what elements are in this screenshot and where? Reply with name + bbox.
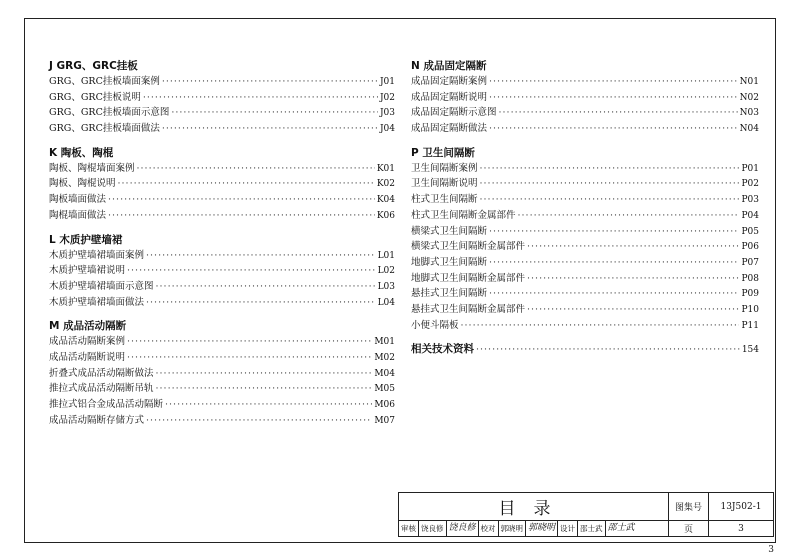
leader-dots	[461, 318, 740, 334]
toc-entry-label: 成品固定隔断案例	[411, 76, 488, 87]
toc-row[interactable]	[49, 350, 395, 366]
toc-row[interactable]	[49, 366, 395, 382]
review-label: 审核	[399, 521, 419, 536]
leader-dots	[480, 176, 740, 192]
toc-entry-label: GRG、GRC挂板说明	[49, 91, 141, 103]
section-title: M 成品活动隔断	[49, 320, 127, 333]
leader-dots	[137, 161, 375, 177]
toc-page-code: J01	[379, 77, 395, 87]
toc-row[interactable]	[411, 224, 759, 240]
toc-page-code: P05	[741, 226, 759, 237]
section-title: J GRG、GRC挂板	[49, 60, 138, 72]
toc-row[interactable]	[411, 74, 759, 90]
toc-row[interactable]	[411, 90, 759, 106]
toc-entry-label: 折叠式成品活动隔断做法	[49, 367, 154, 379]
leader-dots	[118, 176, 375, 192]
leader-dots	[162, 74, 378, 90]
leader-dots	[143, 90, 378, 106]
toc-page-code: L02	[377, 266, 395, 277]
toc-entry-label: 推拉式铝合金成品活动隔断	[49, 399, 164, 410]
toc-page-code: L03	[377, 281, 395, 292]
toc-page-code: N01	[739, 77, 759, 87]
toc-entry-label: 地脚式卫生间隔断	[411, 256, 488, 268]
toc-entry-label: 成品活动隔断案例	[49, 336, 126, 348]
toc-row[interactable]	[49, 397, 395, 413]
leader-dots	[489, 286, 739, 302]
toc-entry-label: 木质护壁墙裙墙面做法	[49, 296, 145, 308]
leader-dots	[108, 192, 375, 208]
toc-page-code: M01	[374, 337, 395, 348]
toc-row[interactable]	[411, 176, 759, 192]
leader-dots	[171, 105, 378, 121]
toc-row-related[interactable]	[411, 342, 759, 358]
related-section	[411, 342, 759, 358]
toc-row[interactable]	[49, 105, 395, 121]
leader-dots	[165, 397, 372, 413]
drawing-frame	[24, 18, 776, 543]
toc-row[interactable]	[49, 413, 395, 429]
toc-page-code: M06	[374, 400, 395, 410]
toc-row[interactable]	[411, 105, 759, 121]
toc-section	[49, 233, 395, 311]
toc-page-code: M05	[374, 384, 395, 395]
leader-dots	[146, 295, 376, 311]
leader-dots	[518, 208, 740, 224]
leader-dots	[480, 192, 740, 208]
leader-dots	[156, 381, 373, 397]
page-number: 3	[738, 523, 744, 534]
section-title: P 卫生间隔断	[411, 146, 475, 159]
toc-page-code: J03	[379, 108, 395, 119]
toc-page-code: K01	[376, 163, 395, 174]
title-block	[398, 492, 774, 537]
leader-dots	[489, 121, 738, 137]
toc-page-code: P07	[741, 257, 759, 268]
atlas-number-label: 图集号	[669, 493, 709, 521]
leader-dots	[127, 334, 372, 350]
leader-dots	[480, 161, 740, 177]
toc-row[interactable]	[49, 279, 395, 295]
reviewer-name: 饶良修	[419, 521, 447, 536]
toc-row[interactable]	[411, 286, 759, 302]
designer-name: 邵士武	[578, 521, 606, 536]
toc-row[interactable]	[411, 271, 759, 287]
toc-row[interactable]	[411, 255, 759, 271]
toc-entry-label: 悬挂式卫生间隔断金属部件	[411, 303, 526, 315]
toc-page-code: N03	[739, 108, 759, 119]
toc-row[interactable]	[49, 176, 395, 192]
toc-page-code: P02	[741, 179, 759, 190]
leader-dots	[146, 413, 372, 429]
toc-entry-label: 木质护壁墙裙墙面案例	[49, 249, 145, 261]
toc-entry-label: 横梁式卫生间隔断	[411, 225, 488, 237]
toc-right-column	[411, 59, 759, 367]
related-label: 相关技术资料	[411, 343, 474, 356]
section-title: N 成品固定隔断	[411, 60, 487, 72]
toc-page-code: J02	[379, 92, 395, 103]
title-block-title: 目录	[399, 493, 669, 521]
leader-dots	[489, 224, 739, 240]
toc-page-code: K06	[376, 210, 395, 221]
leader-dots	[527, 239, 739, 255]
toc-section	[411, 146, 759, 334]
toc-page-code: M07	[374, 415, 395, 426]
toc-row[interactable]	[411, 318, 759, 334]
toc-page-code: P01	[741, 163, 759, 174]
page-label: 页	[669, 521, 709, 536]
toc-page-code: L04	[377, 297, 395, 308]
leader-dots	[156, 279, 376, 295]
reviewer-signature: 饶良修	[447, 521, 479, 536]
toc-section	[49, 319, 395, 428]
toc-section	[49, 146, 395, 224]
toc-page-code: N04	[739, 124, 759, 135]
toc-row[interactable]	[411, 161, 759, 177]
leader-dots	[156, 366, 373, 382]
toc-row[interactable]	[49, 121, 395, 137]
toc-page-code: M04	[374, 368, 395, 379]
toc-entry-label: GRG、GRC挂板墙面案例	[49, 76, 160, 87]
section-title: K 陶板、陶棍	[49, 146, 114, 159]
toc-entry-label: 推拉式成品活动隔断吊轨	[49, 383, 154, 395]
toc-row[interactable]	[49, 248, 395, 264]
toc-entry-label: 横梁式卫生间隔断金属部件	[411, 241, 526, 253]
toc-entry-label: 陶棍墙面做法	[49, 209, 107, 221]
toc-row[interactable]	[49, 161, 395, 177]
toc-entry-label: GRG、GRC挂板墙面做法	[49, 123, 160, 135]
toc-entry-label: GRG、GRC挂板墙面示意图	[49, 107, 170, 119]
toc-entry-label: 木质护壁墙裙说明	[49, 265, 126, 277]
section-title: L 木质护壁墙裙	[49, 233, 123, 246]
toc-entry-label: 陶板、陶棍说明	[49, 178, 116, 190]
toc-row[interactable]	[411, 192, 759, 208]
related-page-code: 154	[741, 345, 759, 356]
toc-entry-label: 成品固定隔断做法	[411, 123, 488, 135]
leader-dots	[527, 302, 739, 318]
check-label: 校对	[479, 521, 499, 536]
toc-entry-label: 陶板、陶棍墙面案例	[49, 162, 135, 174]
leader-dots	[162, 121, 378, 137]
toc-page-code: P04	[741, 210, 759, 221]
leader-dots	[489, 74, 738, 90]
toc-page-code: M02	[374, 352, 395, 363]
toc-page-code: J04	[379, 124, 395, 135]
toc-row[interactable]	[411, 239, 759, 255]
checker-signature: 郭晓明	[526, 521, 558, 536]
toc-section	[49, 59, 395, 137]
leader-dots	[127, 350, 372, 366]
toc-page-code: K02	[376, 179, 395, 190]
toc-page-code: P10	[741, 304, 759, 315]
toc-row[interactable]	[49, 334, 395, 350]
toc-entry-label: 卫生间隔断说明	[411, 178, 478, 190]
toc-entry-label: 柱式卫生间隔断	[411, 194, 478, 206]
toc-entry-label: 柱式卫生间隔断金属部件	[411, 209, 516, 221]
leader-dots	[146, 248, 376, 264]
toc-entry-label: 陶板墙面做法	[49, 194, 107, 206]
toc-entry-label: 悬挂式卫生间隔断	[411, 288, 488, 300]
leader-dots	[476, 342, 740, 358]
toc-entry-label: 成品活动隔断说明	[49, 351, 126, 363]
toc-entry-label: 成品固定隔断说明	[411, 91, 488, 103]
toc-row[interactable]	[49, 263, 395, 279]
toc-section	[411, 59, 759, 137]
toc-page-code: K04	[376, 195, 395, 206]
toc-row[interactable]	[49, 208, 395, 224]
toc-page-code: L01	[377, 250, 395, 261]
toc-entry-label: 卫生间隔断案例	[411, 162, 478, 174]
toc-row[interactable]	[49, 74, 395, 90]
toc-page-code: N02	[739, 92, 759, 103]
atlas-number: 13J502-1	[709, 493, 773, 521]
toc-row[interactable]	[49, 295, 395, 311]
toc-page-code: P08	[741, 273, 759, 284]
toc-row[interactable]	[49, 90, 395, 106]
toc-entry-label: 木质护壁墙裙墙面示意图	[49, 280, 154, 292]
toc-page-code: P09	[741, 289, 759, 300]
toc-row[interactable]	[49, 192, 395, 208]
toc-row[interactable]	[411, 121, 759, 137]
corner-page-number: 3	[768, 545, 774, 555]
toc-entry-label: 成品固定隔断示意图	[411, 107, 497, 119]
design-label: 设计	[558, 521, 578, 536]
leader-dots	[489, 90, 738, 106]
toc-page-code: P03	[741, 195, 759, 206]
toc-entry-label: 小便斗隔板	[411, 319, 459, 331]
designer-signature: 邵士武	[607, 523, 635, 533]
toc-row[interactable]	[411, 302, 759, 318]
leader-dots	[127, 263, 376, 279]
toc-entry-label: 地脚式卫生间隔断金属部件	[411, 272, 526, 284]
leader-dots	[489, 255, 739, 271]
toc-entry-label: 成品活动隔断存储方式	[49, 414, 145, 426]
toc-page-code: P06	[741, 242, 759, 253]
leader-dots	[527, 271, 739, 287]
leader-dots	[499, 105, 738, 121]
signature-row	[399, 521, 669, 536]
toc-left-column	[49, 59, 395, 437]
leader-dots	[108, 208, 375, 224]
checker-name: 郭晓明	[499, 521, 527, 536]
toc-row[interactable]	[411, 208, 759, 224]
toc-page-code: P11	[741, 320, 759, 331]
toc-row[interactable]	[49, 381, 395, 397]
